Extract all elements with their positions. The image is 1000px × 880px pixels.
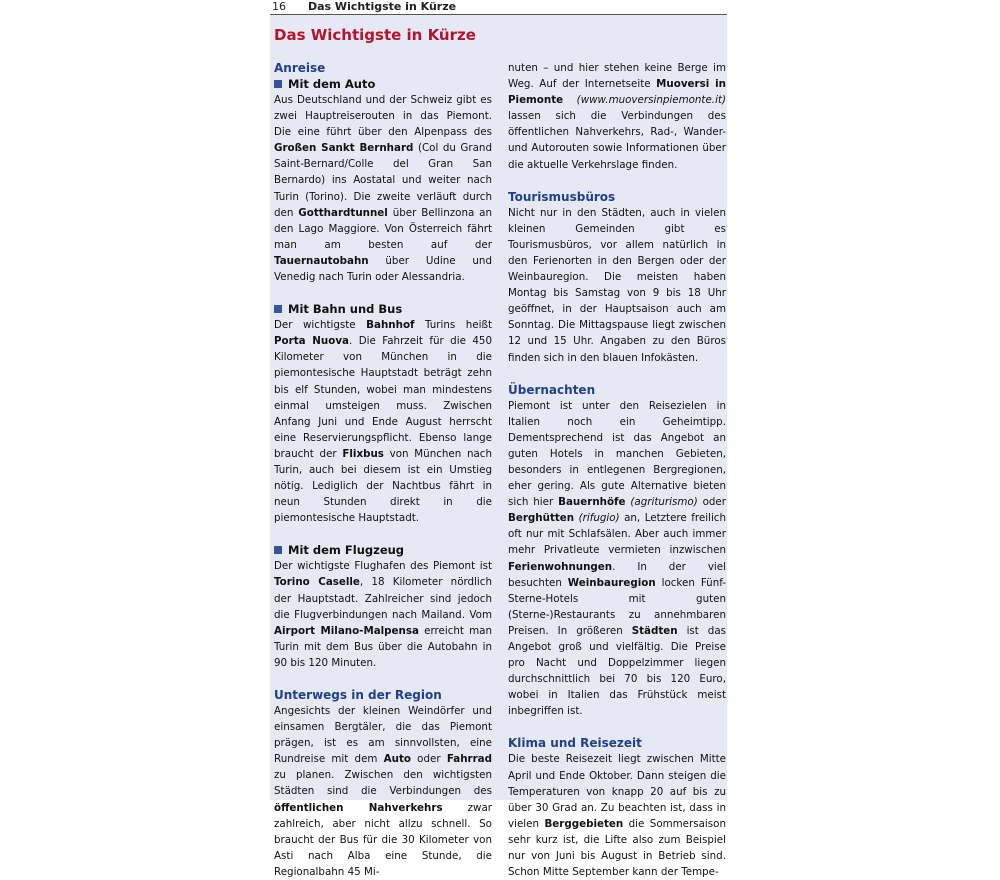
bold-term: Airport Milano-Malpensa	[274, 624, 419, 637]
bold-term: Auto	[383, 753, 411, 766]
bold-term: Städten	[631, 624, 678, 637]
text-run: ist das Angebot groß und vielfältig. Die Preise pro Nacht und Doppelzimmer liegen durchschnittlich bei 70 bis 120 Euro, wobei in Italien das Frühstück meist inbegriffen ist.	[508, 624, 726, 718]
text-run: Aus Deutschland und der Schweiz gibt es zwei Hauptreiserouten in das Piemont. Die eine führt über den Alpenpass des	[274, 94, 492, 139]
text-run: von München nach Turin, auch bei diesem ist ein Umstieg nötig. Lediglich der Nachtbus fährt in neun Stunden direkt in die piemontesische Hauptstadt.	[274, 447, 492, 525]
paragraph-continuation	[508, 60, 726, 173]
text-run: (Col du Grand Saint-Bernard/Colle del Gran San Bernardo) ins Aostatal und weiter nach Turin (Torino). Die zweite verläuft durch den	[274, 142, 492, 219]
text-run: an, Letztere freilich oft nur mit Schlafsälen. Aber auch immer mehr Privatleute vermieten inzwischen	[508, 512, 726, 557]
text-run: die Sommersaison sehr kurz ist, die Lifte also zum Beispiel nur von Juni bis August in Betrieb sind. Schon Mitte September kann der Tempe-	[508, 817, 726, 879]
section-heading-tourismusbueros: Tourismusbüros	[508, 189, 616, 204]
italic-term: (agriturismo)	[625, 496, 698, 509]
subheading-flugzeug	[274, 542, 492, 558]
subheading-bahn-bus	[274, 301, 492, 317]
book-page	[270, 0, 727, 879]
bullet-square-icon	[274, 80, 282, 88]
right-column	[508, 60, 726, 880]
text-run: Piemont ist unter den Reisezielen in Italien noch ein Geheimtipp. Dementsprechend ist das Angebot an guten Hotels in manchen Gebieten, besonders in entlegenen Bergregionen, eher gering. Als gute Alternative bieten sich hier	[508, 399, 726, 509]
text-run: zu planen. Zwischen den wichtigsten Städten sind die Verbindungen des	[274, 769, 492, 798]
text-run: Die beste Reisezeit liegt zwischen Mitte April und Ende Oktober. Dann steigen die Temperaturen von knapp 20 auf bis zu über 30 Grad an. Zu beachten ist, dass in vielen	[508, 753, 726, 830]
text-run: lassen sich die Verbindungen des öffentlichen Nahverkehrs, Rad-, Wander- und Autorouten sowie Informationen über die aktuelle Verkehrslage finden.	[508, 110, 726, 171]
paragraph-auto	[274, 92, 492, 285]
bold-term: Torino Caselle	[274, 576, 360, 589]
text-run: oder	[410, 753, 447, 766]
bold-term: Ferienwohnungen	[508, 560, 613, 573]
bullet-square-icon	[274, 305, 282, 313]
italic-term: (rifugio)	[574, 512, 620, 525]
bold-term: Berghütten	[508, 512, 575, 525]
text-run: locken Fünf-Sterne-Hotels mit guten (Sterne-)Restaurants zu annehmbaren Preisen. In größeren	[508, 576, 727, 637]
section-heading-klima: Klima und Reisezeit	[508, 736, 642, 751]
bold-term: Gotthardtunnel	[298, 206, 388, 219]
subheading-auto-text: Mit dem Auto	[288, 77, 376, 91]
bold-term: Porta Nuova	[274, 335, 349, 348]
text-run: nuten – und hier stehen keine Berge im Weg. Auf der Internetseite	[508, 62, 726, 91]
bold-term: Flixbus	[342, 447, 384, 460]
paragraph-uebernachten	[508, 398, 726, 720]
paragraph-tourismusbueros: Nicht nur in den Städten, auch in vielen kleinen Gemeinden gibt es Tourismusbüros, vor allem natürlich in den Ferienorten in den Bergen oder der Weinbauregion. Die meisten haben Montag bis Samstag von 9 bis 18 Uhr geöffnet, in der Hauptsaison auch am Sonntag. Die Mittagspause liegt zwischen 12 und 15 Uhr. Angaben zu den Büros finden sich in den blauen Infokästen.	[508, 206, 726, 364]
text-run: über Bellinzona an den Lago Maggiore. Von Österreich fährt man am besten auf der	[274, 206, 493, 251]
subheading-bahn-text: Mit Bahn und Bus	[288, 302, 403, 317]
text-run: Der wichtigste	[274, 319, 367, 332]
text-run: . Die Fahrzeit für die 450 Kilometer von München in die piemontesische Hauptstadt beträgt zehn bis elf Stunden, wobei man mindestens einmal umsteigen muss. Zwischen Anfang Juni und Ende August herrscht eine Reservierungspflicht. Ebenso lange braucht der	[274, 335, 492, 460]
italic-term: (www.muoversinpiemonte.it)	[563, 94, 726, 107]
text-run: . In der viel besuchten	[508, 560, 726, 589]
text-run: oder	[697, 496, 726, 509]
text-run: erreicht man Turin mit dem Bus über die Autobahn in 90 bis 120 Minuten.	[274, 624, 492, 669]
section-heading-uebernachten: Übernachten	[508, 382, 596, 397]
section-heading-unterwegs: Unterwegs in der Region	[274, 688, 442, 702]
text-run: Turins heißt	[414, 319, 492, 332]
bold-term: Weinbauregion	[567, 576, 656, 589]
running-title: Das Wichtigste in Kürze	[308, 0, 457, 13]
page-number: 16	[272, 0, 286, 13]
text-run: , 18 Kilometer nördlich der Hauptstadt. Zahlreicher sind jedoch die Flugverbindungen nach Mailand. Vom	[274, 576, 492, 621]
bold-term: Berggebieten	[544, 817, 624, 830]
bold-term: Bauernhöfe	[558, 496, 626, 509]
bold-term: öffentlichen Nahverkehrs	[274, 801, 443, 814]
text-run: Der wichtigste Flughafen des Piemont ist	[274, 560, 492, 573]
bullet-square-icon	[274, 546, 282, 554]
subheading-flug-text: Mit dem Flugzeug	[288, 543, 405, 558]
left-column	[274, 60, 492, 880]
bold-term: Großen Sankt Bernhard	[274, 142, 414, 155]
paragraph-bahn-bus	[274, 317, 492, 526]
text-run: Angesichts der kleinen Weindörfer und einsamen Bergtäler, die das Piemont prägen, ist es am sinnvollsten, eine Rundreise mit dem	[274, 705, 492, 766]
paragraph-klima	[508, 751, 726, 880]
section-heading-anreise: Anreise	[274, 61, 326, 75]
bold-term: Fahrrad	[446, 753, 492, 766]
text-run: über Udine und Venedig nach Turin oder Alessandria.	[274, 254, 492, 284]
bold-term: Tauernautobahn	[274, 254, 369, 267]
running-header	[270, 0, 727, 15]
page-title: Das Wichtigste in Kürze	[274, 26, 476, 44]
paragraph-flugzeug	[274, 558, 492, 671]
bold-term: Bahnhof	[366, 319, 415, 332]
paragraph-unterwegs	[274, 703, 492, 880]
bold-term: Muoversi in Piemonte	[508, 78, 727, 107]
text-run: zwar zahlreich, aber nicht allzu schnell. So braucht der Bus für die 30 Kilometer von Asti nach Alba eine Stunde, die Regionalbahn 45 Mi-	[274, 801, 492, 878]
subheading-auto	[274, 76, 492, 92]
